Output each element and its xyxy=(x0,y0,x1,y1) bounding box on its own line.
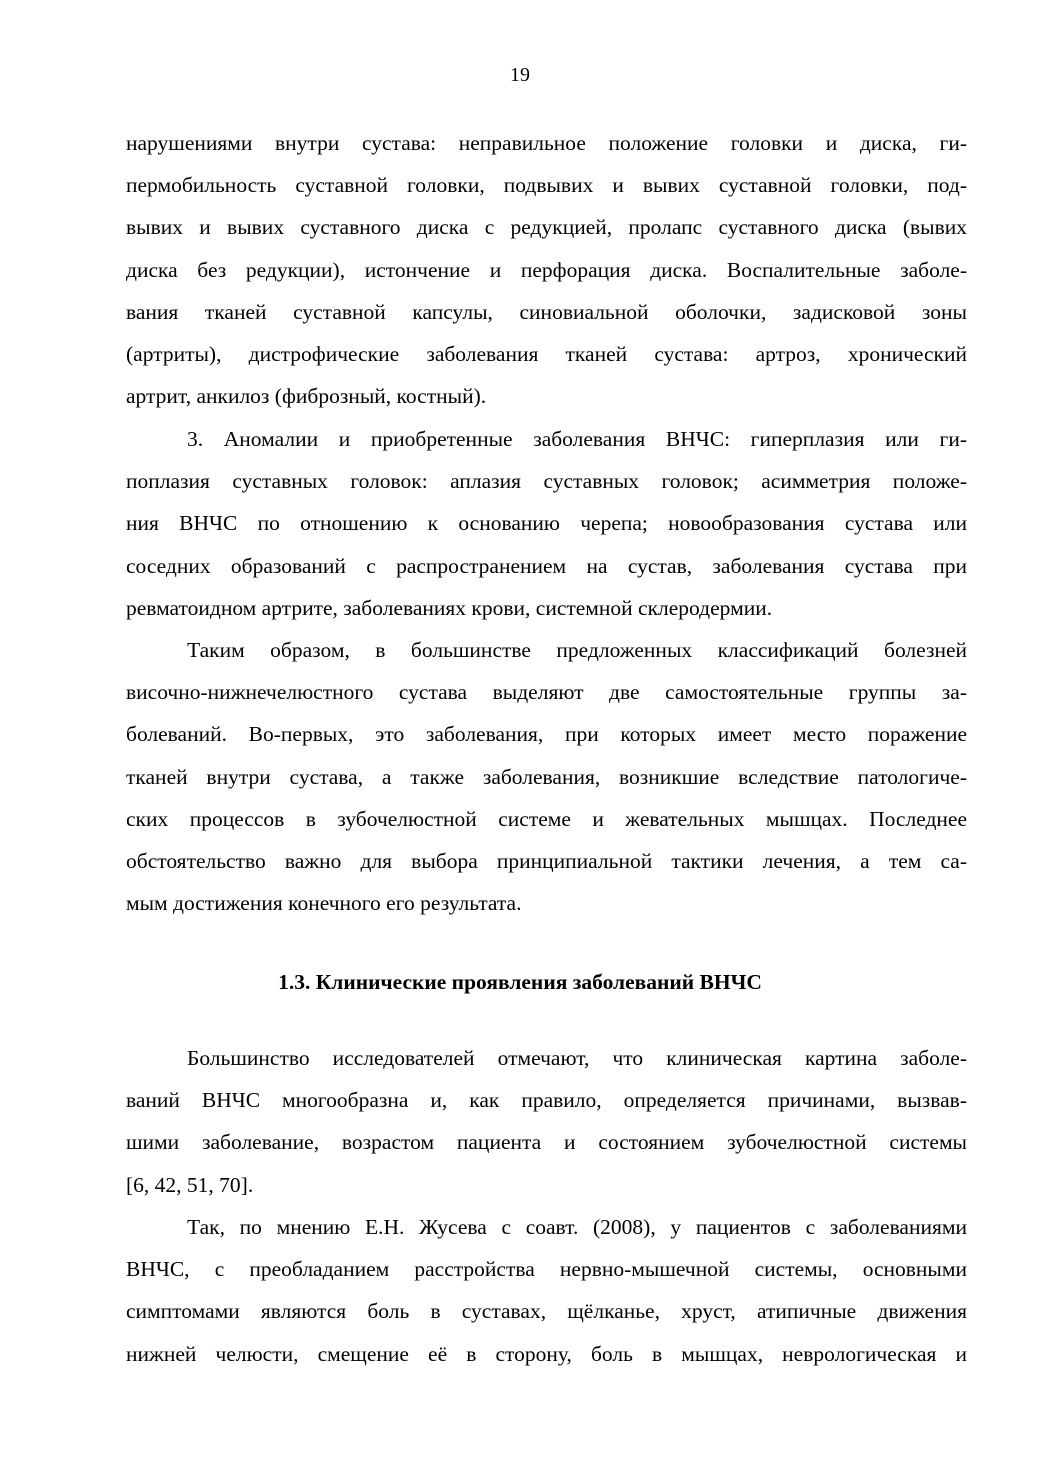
text-line: ревматоидном артрите, заболеваниях крови, системной склеродермии. xyxy=(126,595,773,620)
paragraph-zhusev-opinion xyxy=(126,1206,967,1375)
text-line: нарушениями внутри сустава: неправильное положение головки и диска, ги- xyxy=(126,131,967,155)
text-line: височно-нижнечелюстного сустава выделяют две самостоятельные группы за- xyxy=(126,680,967,705)
text-line: болеваний. Во-первых, это заболевания, при которых имеет место поражение xyxy=(126,722,967,747)
text-line: тканей внутри сустава, а также заболевания, возникшие вследствие патологиче- xyxy=(126,764,967,789)
text-line: симптомами являются боль в суставах, щёлканье, хруст, атипичные движения xyxy=(126,1299,967,1324)
text-line: (артриты), дистрофические заболевания тканей сустава: артроз, хронический xyxy=(126,341,967,366)
text-line: шими заболевание, возрастом пациента и состоянием зубочелюстной системы xyxy=(126,1130,967,1155)
text-line: Так, по мнению Е.Н. Жусева с соавт. (2008), у пациентов с заболеваниями xyxy=(187,1215,967,1239)
text-line: вывих и вывих суставного диска с редукцией, пролапс суставного диска (вывих xyxy=(126,215,967,240)
text-line: вания тканей суставной капсулы, синовиальной оболочки, задисковой зоны xyxy=(126,299,967,324)
text-line: 3. Аномалии и приобретенные заболевания ВНЧС: гиперплазия или ги- xyxy=(187,427,967,451)
text-line: обстоятельство важно для выбора принципиальной тактики лечения, а тем са- xyxy=(126,848,967,873)
section-heading: 1.3. Клинические проявления заболеваний ВНЧС xyxy=(278,970,762,994)
text-line: Большинство исследователей отмечают, что клиническая картина заболе- xyxy=(187,1046,967,1070)
text-line: пермобильность суставной головки, подвывих и вывих суставной головки, под- xyxy=(126,173,967,198)
text-line: нижней челюсти, смещение её в сторону, боль в мышцах, неврологическая и xyxy=(126,1341,967,1366)
text-line: ских процессов в зубочелюстной системе и жевательных мышцах. Последнее xyxy=(126,806,967,831)
text-line: диска без редукции), истончение и перфорация диска. Воспалительные заболе- xyxy=(126,257,967,282)
paragraph-conclusion xyxy=(126,629,967,924)
text-line: соседних образований с распространением на сустав, заболевания сустава при xyxy=(126,553,967,578)
text-line: Таким образом, в большинстве предложенных классификаций болезней xyxy=(187,638,967,662)
page-number: 19 xyxy=(510,64,530,86)
list-item-3-anomalies xyxy=(126,418,967,629)
text-line: поплазия суставных головок: аплазия суставных головок; асимметрия положе- xyxy=(126,469,967,494)
text-line: [6, 42, 51, 70]. xyxy=(126,1172,254,1197)
text-line: артрит, анкилоз (фиброзный, костный). xyxy=(126,384,487,409)
text-line: мым достижения конечного его результата. xyxy=(126,891,522,916)
text-line: ния ВНЧС по отношению к основанию черепа; новообразования сустава или xyxy=(126,511,967,536)
paragraph-joint-disorders xyxy=(126,122,967,417)
text-line: ваний ВНЧС многообразна и, как правило, определяется причинами, вызвав- xyxy=(126,1088,967,1113)
text-line: ВНЧС, с преобладанием расстройства нервно-мышечной системы, основными xyxy=(126,1257,967,1282)
paragraph-clinical-picture xyxy=(126,1037,967,1206)
